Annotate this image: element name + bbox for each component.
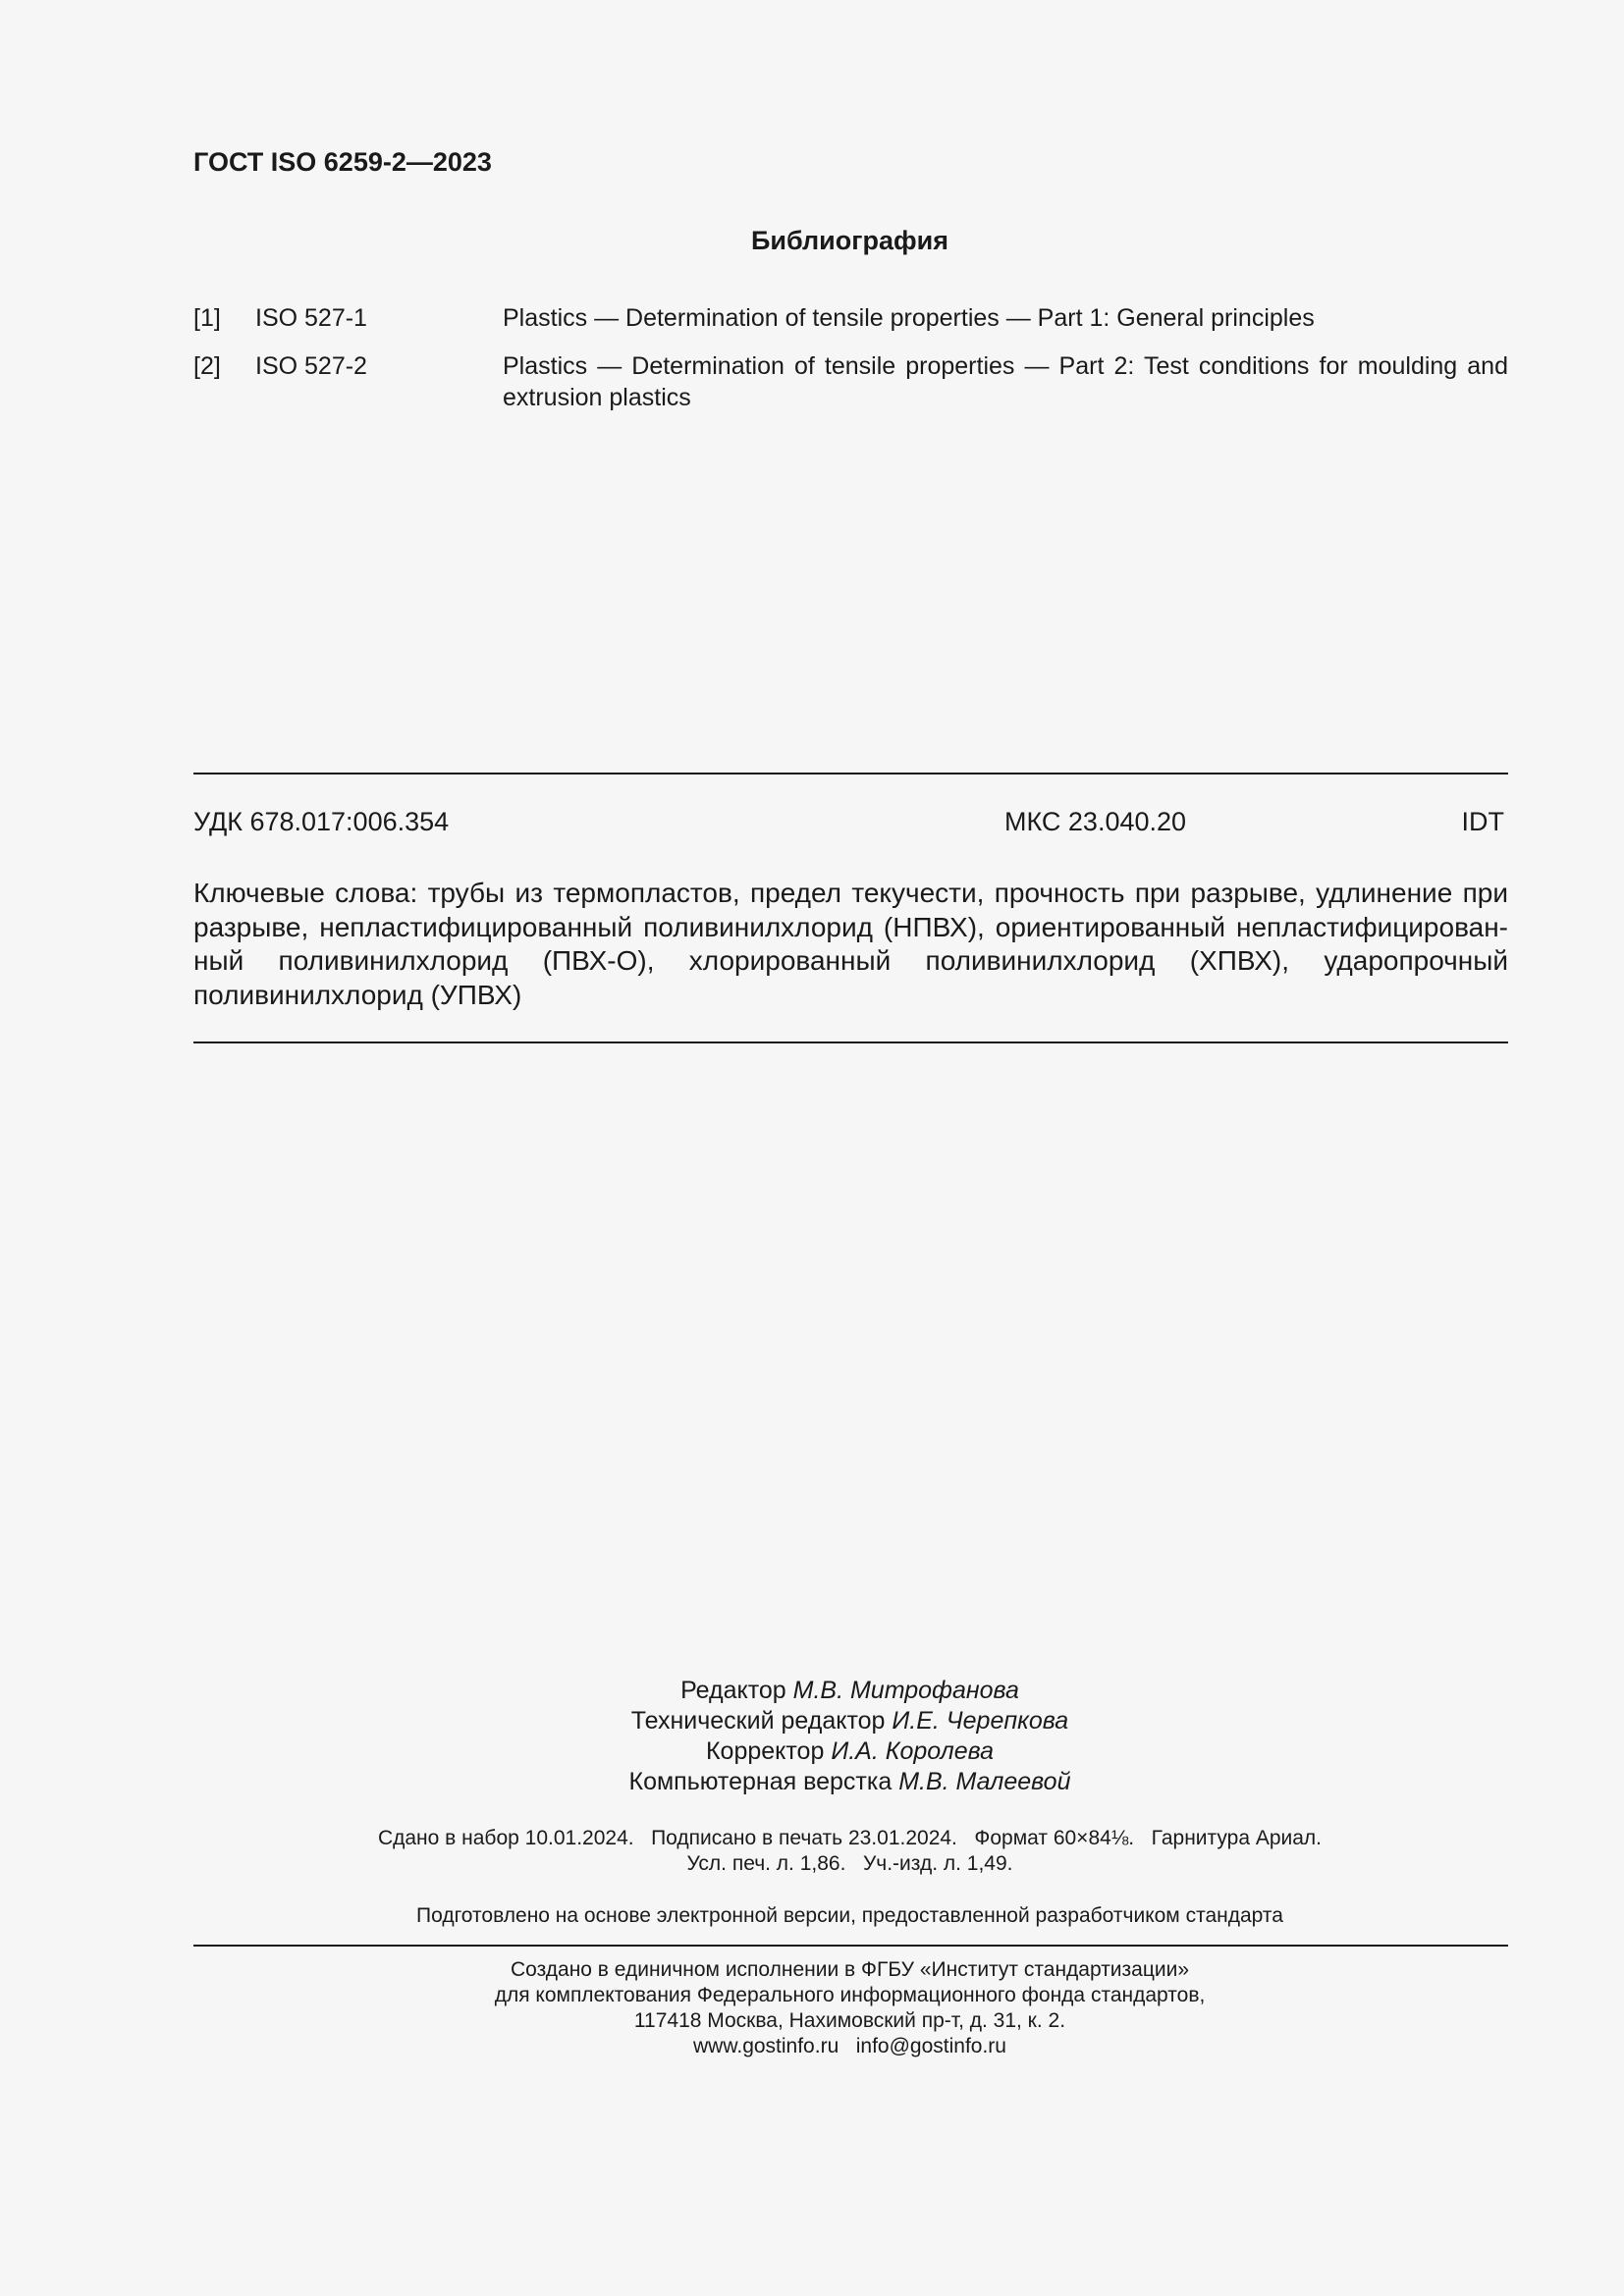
credit-name: И.Е. Черепкова: [892, 1707, 1069, 1735]
udk-code: УДК 678.017:006.354: [193, 807, 450, 836]
keywords-paragraph: Ключевые слова: трубы из термопластов, предел текучести, прочность при разрыве, удлинение при разрыве, непластифицированный поливинилхлорид (НПВХ), ориентированный непластифицированный поливинилхлорид (ПВХ-О), хлорированный поливинилхлорид (ХПВХ), ударопрочный поливинилхлорид (УПВХ): [193, 878, 1508, 1010]
credit-role: Редактор: [680, 1677, 786, 1704]
credit-name: М.В. Митрофанова: [792, 1677, 1019, 1704]
credit-line: [0, 1736, 1624, 1767]
bibliography-item-number: [1]: [193, 304, 221, 332]
top-divider: [193, 773, 1508, 774]
imprint-purpose: для комплектования Федерального информационного фонда стандартов,: [494, 1984, 1206, 2006]
bibliography-item-code: ISO 527-2: [255, 352, 367, 380]
idt-label: IDT: [1461, 807, 1504, 836]
imprint-created: Создано в единичном исполнении в ФГБУ «Институт стандартизации»: [510, 1958, 1190, 1981]
credit-line: [0, 1676, 1624, 1706]
credits-block: [0, 1676, 1624, 1797]
middle-divider: [193, 1041, 1508, 1043]
credit-name: М.В. Малеевой: [898, 1768, 1071, 1795]
credit-role: Компьютерная верстка: [628, 1768, 893, 1795]
imprint-print-details: Сдано в набор 10.01.2024. Подписано в печать 23.01.2024. Формат 60×84⅛. Гарнитура Ариал.: [377, 1827, 1323, 1849]
bibliography-item-code: ISO 527-1: [255, 304, 367, 332]
credit-line: [0, 1767, 1624, 1797]
imprint-prepared: Подготовлено на основе электронной версии, предоставленной разработчиком стандарта: [416, 1904, 1283, 1927]
bibliography-item-description: Plastics — Determination of tensile properties — Part 2: Test conditions for moulding and extrusion plastics: [503, 352, 1508, 411]
imprint-web-contacts: www.gostinfo.ru info@gostinfo.ru: [693, 2035, 1006, 2057]
mks-code: МКС 23.040.20: [1004, 807, 1187, 836]
imprint-volume: Усл. печ. л. 1,86. Уч.-изд. л. 1,49.: [686, 1852, 1013, 1875]
bibliography-title: Библиография: [751, 226, 948, 255]
bibliography-item-description: Plastics — Determination of tensile properties — Part 1: General principles: [503, 304, 1315, 332]
bibliography-item-number: [2]: [193, 352, 221, 380]
document-code: ГОСТ ISO 6259-2—2023: [193, 147, 492, 177]
imprint-address: 117418 Москва, Нахимовский пр-т, д. 31, к. 2.: [633, 2009, 1066, 2032]
credit-line: [0, 1706, 1624, 1736]
credit-name: И.А. Королева: [831, 1737, 995, 1765]
credit-role: Корректор: [705, 1737, 825, 1765]
bottom-divider: [193, 1945, 1508, 1947]
credit-role: Технический редактор: [630, 1707, 886, 1735]
